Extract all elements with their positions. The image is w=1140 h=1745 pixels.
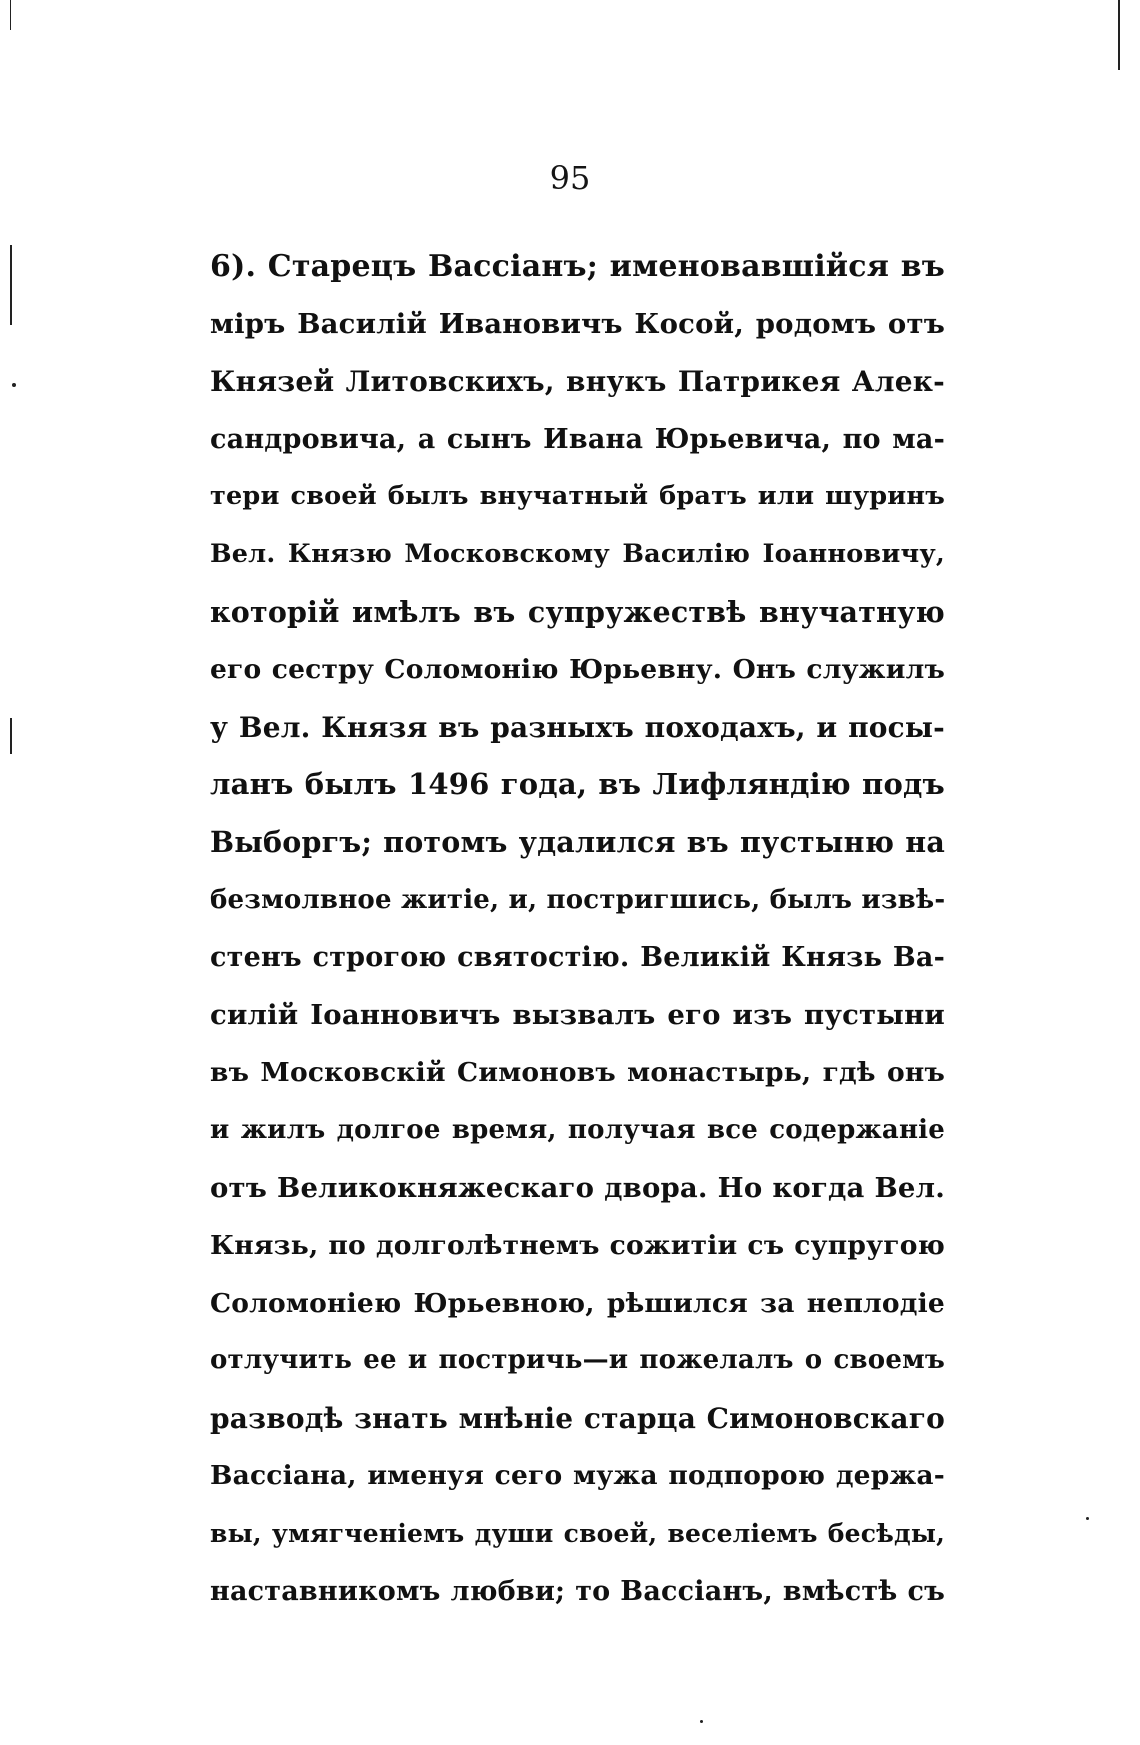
text-line: тери своей былъ внучатный братъ или шуринъ [210, 481, 945, 512]
text-line: безмолвное житіе, и, постригшись, былъ извѣ- [210, 884, 946, 915]
text-line: ланъ былъ 1496 года, въ Лифляндію подъ [210, 767, 945, 802]
text-line: стенъ строгою святостію. Великій Князь Ва- [210, 942, 945, 974]
scan-edge-mark [10, 245, 12, 325]
text-line: наставникомъ любви; то Вассіанъ, вмѣстѣ съ [210, 1575, 945, 1607]
text-line: силій Іоанновичъ вызвалъ его изъ пустыни [210, 998, 945, 1031]
text-line: Выборгъ; потомъ удалился въ пустыню на [210, 824, 945, 859]
text-line: его сестру Соломонію Юрьевну. Онъ служилъ [210, 654, 945, 686]
scan-edge-mark [1118, 0, 1120, 70]
text-line: Соломоніею Юрьевною, рѣшился за неплодіе [210, 1287, 945, 1319]
scan-speck [12, 383, 16, 387]
text-line: отъ Великокняжескаго двора. Но когда Вел. [210, 1171, 945, 1204]
text-line: сандровича, а сынъ Ивана Юрьевича, по ма- [210, 423, 945, 455]
text-line: вы, умягченіемъ души своей, веселіемъ бесѣды, [210, 1519, 945, 1549]
scan-speck [700, 1720, 703, 1723]
text-line: у Вел. Князя въ разныхъ походахъ, и посы- [210, 710, 945, 744]
text-line: въ Московскій Симоновъ монастырь, гдѣ онъ [210, 1057, 945, 1089]
text-line: отлучить ее и постричь—и пожелалъ о своемъ [210, 1345, 945, 1376]
scan-edge-mark [10, 718, 12, 754]
text-line: Князей Литовскихъ, внукъ Патрикея Алек- [210, 365, 945, 399]
text-line: Князь, по долголѣтнемъ сожитіи съ супругою [210, 1230, 945, 1262]
body-text [210, 238, 945, 1620]
scan-edge-mark [10, 0, 11, 30]
text-line: разводѣ знать мнѣніе старца Симоновскаго [210, 1401, 945, 1435]
text-line: міръ Василій Ивановичъ Косой, родомъ отъ [210, 307, 945, 340]
scan-speck [1086, 1517, 1089, 1520]
text-line: и жилъ долгое время, получая все содержаніе [210, 1114, 945, 1145]
text-line: Вассіана, именуя сего мужа подпорою держа- [210, 1460, 945, 1492]
text-line: которій имѣлъ въ супружествѣ внучатную [210, 594, 945, 629]
text-line: Вел. Князю Московскому Василію Іоанновичу, [210, 538, 945, 569]
text-line: 6). Старецъ Вассіанъ; именовавшійся въ [210, 249, 945, 284]
page-number: 95 [549, 159, 591, 197]
